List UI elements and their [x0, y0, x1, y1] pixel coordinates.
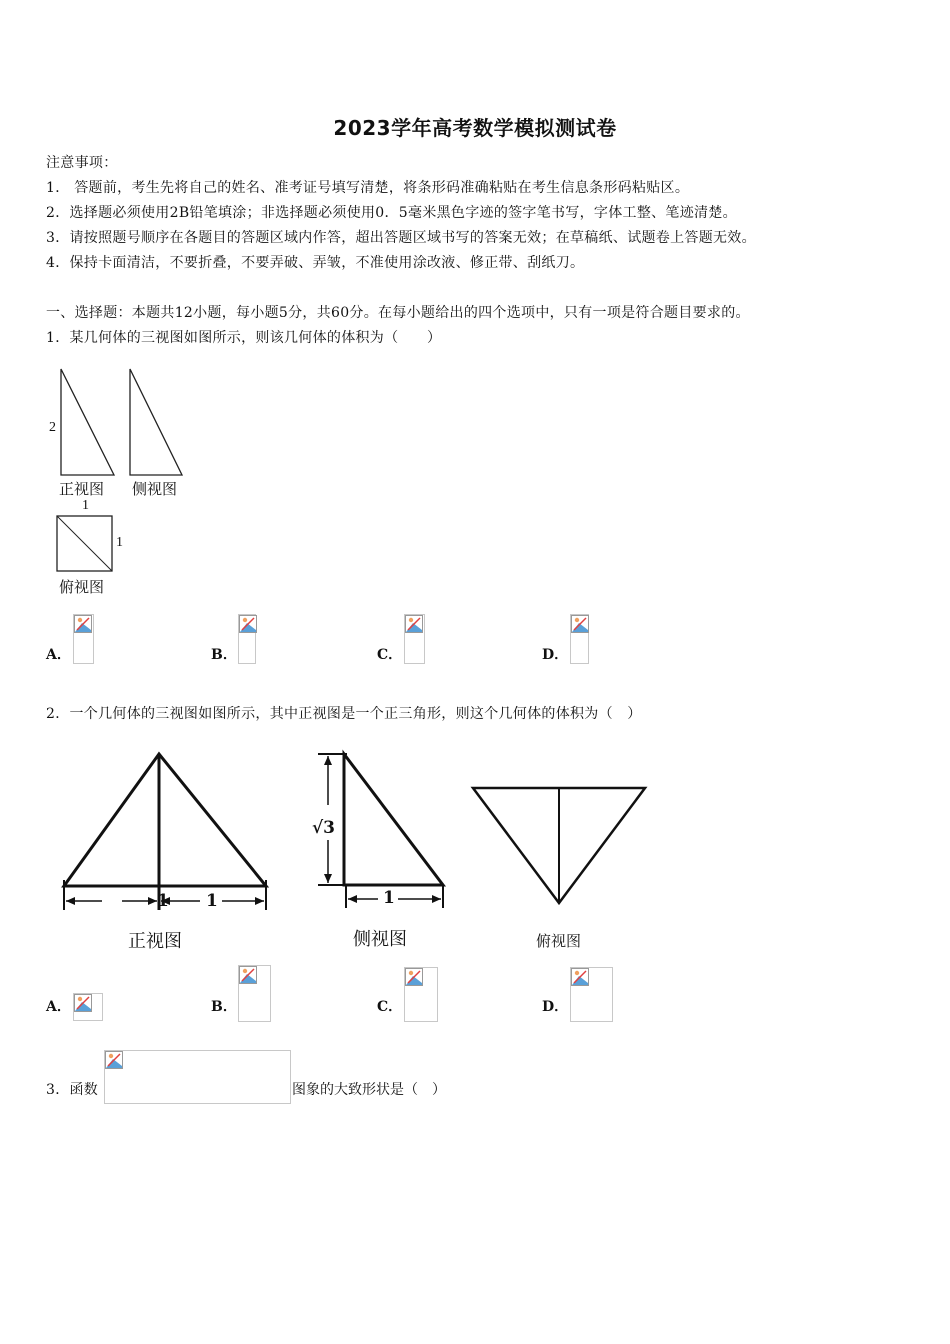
notice-item: 4．保持卡面清洁，不要折叠，不要弄破、弄皱，不准使用涂改液、修正带、刮纸刀。 [46, 255, 585, 271]
notice-item: 1． 答题前，考生先将自己的姓名、准考证号填写清楚，将条形码准确粘贴在考生信息条形码粘贴区。 [46, 180, 690, 196]
question-3-prefix: 3．函数 [46, 1082, 99, 1098]
q2-side-dim-height: √3 [312, 818, 336, 838]
broken-image-icon [239, 615, 257, 633]
q2-option-b-image [238, 965, 271, 1022]
question-1-stem: 1．某几何体的三视图如图所示，则该几何体的体积为（ ） [46, 330, 442, 346]
broken-image-icon [239, 966, 257, 984]
notice-heading: 注意事项： [46, 155, 118, 171]
q3-function-image [104, 1050, 291, 1104]
q1-front-view-label: 正视图 [59, 480, 105, 498]
q1-top-view-label: 俯视图 [59, 578, 105, 596]
q2-option-c-image [404, 967, 438, 1022]
broken-image-icon [405, 968, 423, 986]
broken-image-icon [74, 994, 92, 1012]
q1-top-depth-label: 1 [116, 535, 123, 550]
side-view [318, 754, 443, 908]
q2-option-b-label[interactable]: B． [211, 999, 237, 1015]
q2-option-a-image [73, 993, 103, 1021]
q1-option-a-label[interactable]: A． [46, 647, 71, 663]
section-heading: 一、选择题：本题共12小题，每小题5分，共60分。在每小题给出的四个选项中，只有一项是符合题目要求的。 [46, 305, 750, 321]
q1-side-view-label: 侧视图 [132, 480, 178, 498]
question-2-stem: 2．一个几何体的三视图如图所示，其中正视图是一个正三角形，则这个几何体的体积为（ ） [46, 706, 642, 722]
broken-image-icon [571, 615, 589, 633]
front-view [64, 754, 266, 910]
notice-item: 3．请按照题号顺序在各题目的答题区域内作答，超出答题区域书写的答案无效；在草稿纸、试题卷上答题无效。 [46, 230, 756, 246]
q1-option-d-image [570, 614, 589, 664]
top-view-diagonal [57, 516, 112, 571]
q2-option-d-image [570, 967, 613, 1022]
q1-option-b-image [238, 614, 256, 664]
q1-top-width-label: 1 [82, 498, 89, 513]
broken-image-icon [74, 615, 92, 633]
front-view-triangle [61, 369, 114, 475]
q2-option-c-label[interactable]: C． [377, 999, 403, 1015]
q2-option-d-label[interactable]: D． [542, 999, 569, 1015]
q2-front-dim-right: 1 [206, 891, 218, 911]
q2-top-view-label: 俯视图 [536, 932, 582, 950]
top-view [473, 788, 645, 903]
broken-image-icon [105, 1051, 123, 1069]
q2-option-a-label[interactable]: A． [46, 999, 71, 1015]
q1-height-label: 2 [49, 420, 56, 435]
q2-front-view-label: 正视图 [128, 931, 182, 952]
q1-option-b-label[interactable]: B． [211, 647, 237, 663]
question-3-suffix: 图象的大致形状是（ ） [292, 1082, 446, 1098]
q2-side-view-label: 侧视图 [353, 929, 407, 950]
broken-image-icon [571, 968, 589, 986]
q2-side-dim-bottom: 1 [383, 888, 395, 908]
q1-option-c-image [404, 614, 425, 664]
question-2-three-view-figure [50, 740, 670, 920]
q2-front-dim-left: 1 [157, 891, 169, 911]
page-title: 2023学年高考数学模拟测试卷 [333, 116, 617, 140]
q1-option-a-image [73, 614, 94, 664]
q1-option-c-label[interactable]: C． [377, 647, 403, 663]
broken-image-icon [405, 615, 423, 633]
notice-item: 2．选择题必须使用2B铅笔填涂；非选择题必须使用0．5毫米黑色字迹的签字笔书写，字体工整、笔迹清楚。 [46, 205, 737, 221]
q1-option-d-label[interactable]: D． [542, 647, 569, 663]
side-view-triangle [130, 369, 182, 475]
